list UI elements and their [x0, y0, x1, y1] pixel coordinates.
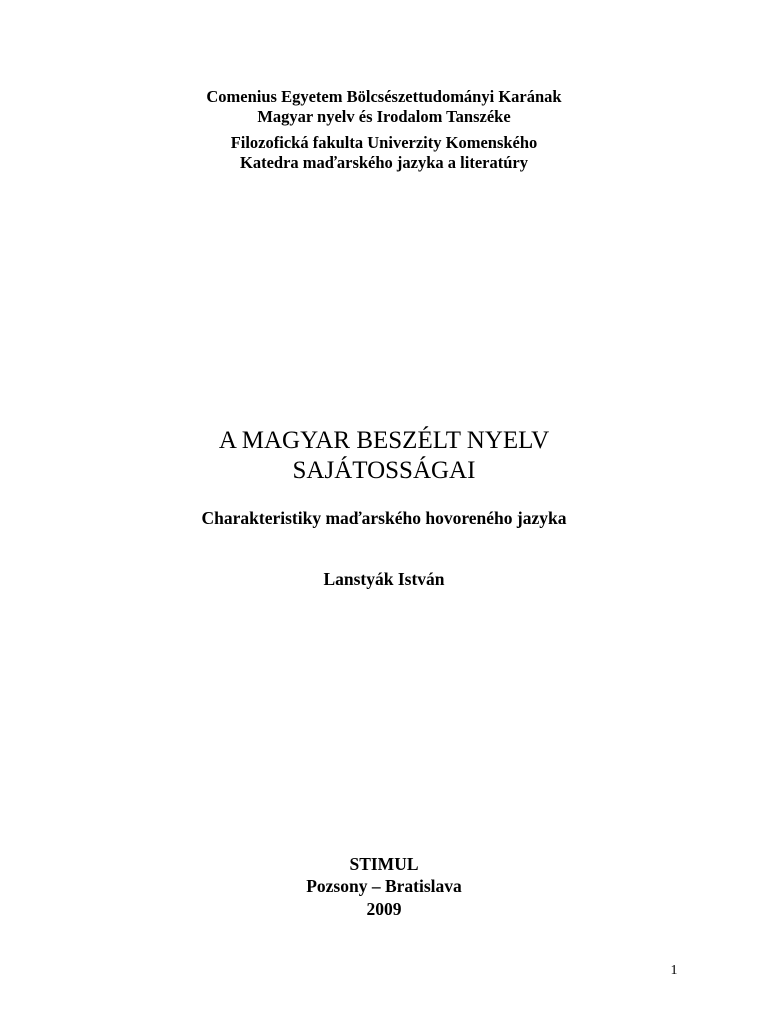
page-number: 1	[670, 963, 678, 978]
institution-hu-line-2: Magyar nyelv és Irodalom Tanszéke	[257, 107, 511, 126]
institution-hu-line-1: Comenius Egyetem Bölcsészettudományi Karának	[206, 87, 562, 106]
author: Lanstyák István	[323, 569, 445, 589]
publication-year: 2009	[366, 899, 402, 919]
publisher-place: Pozsony – Bratislava	[306, 876, 462, 896]
title-line-1: A MAGYAR BESZÉLT NYELV	[218, 427, 550, 454]
institution-sk-line-1: Filozofická fakulta Univerzity Komenského	[230, 133, 538, 152]
publisher-name: STIMUL	[349, 854, 419, 874]
title-line-2: SAJÁTOSSÁGAI	[292, 457, 476, 484]
institution-sk-line-2: Katedra maďarského jazyka a literatúry	[240, 153, 528, 172]
subtitle: Charakteristiky maďarského hovoreného jazyka	[201, 508, 567, 528]
